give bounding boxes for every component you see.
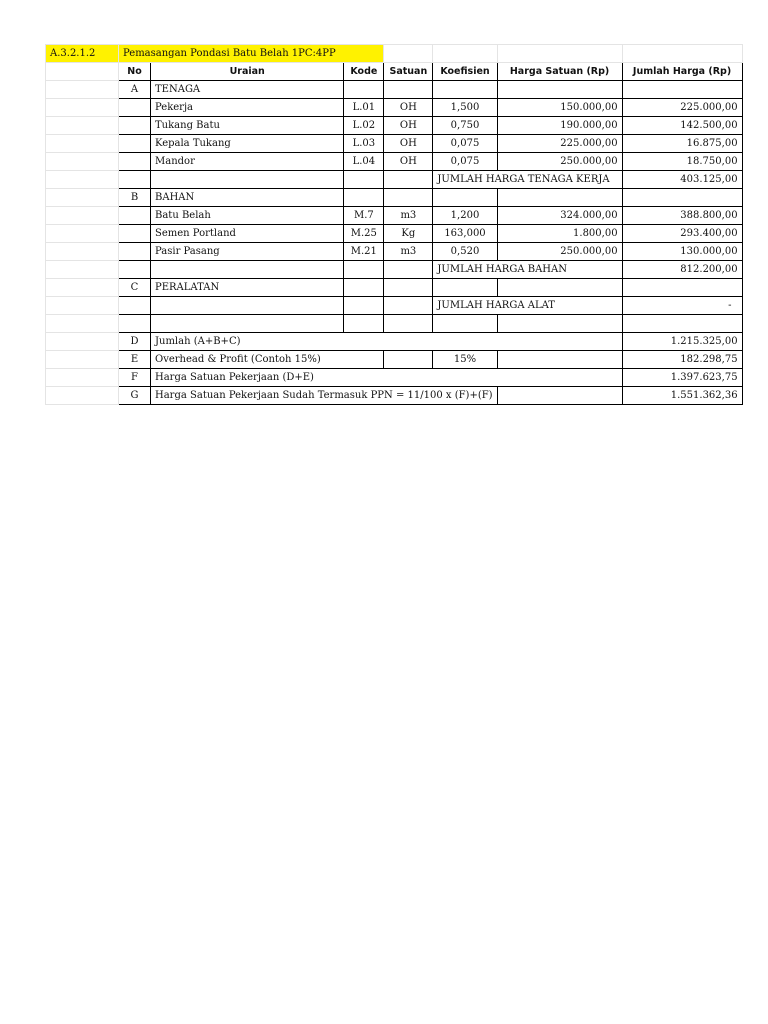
cell[interactable] (384, 333, 433, 351)
cell[interactable] (119, 243, 151, 261)
cell[interactable] (497, 351, 622, 369)
jumlah-cell[interactable]: 18.750,00 (622, 153, 742, 171)
cell[interactable] (384, 171, 433, 189)
cell[interactable] (433, 333, 497, 351)
section-no[interactable]: C (119, 279, 151, 297)
koefisien-cell[interactable]: 0,520 (433, 243, 497, 261)
summary-no[interactable]: D (119, 333, 151, 351)
satuan-cell[interactable]: OH (384, 117, 433, 135)
harga-cell[interactable]: 250.000,00 (497, 153, 622, 171)
summary-row (46, 369, 743, 387)
cell[interactable] (344, 279, 384, 297)
cell[interactable] (151, 297, 344, 315)
cell[interactable] (344, 261, 384, 279)
kode-cell[interactable]: L.02 (344, 117, 384, 135)
kode-cell[interactable]: M.7 (344, 207, 384, 225)
section-label[interactable]: TENAGA (151, 81, 344, 99)
subtotal-value[interactable]: - (622, 297, 742, 315)
uraian-cell[interactable]: Semen Portland (151, 225, 344, 243)
cell[interactable] (384, 261, 433, 279)
cell[interactable] (151, 315, 344, 333)
cell[interactable] (433, 189, 497, 207)
section-row (46, 81, 743, 99)
summary-label[interactable]: Harga Satuan Pekerjaan Sudah Termasuk PPN = 11/100 x (F)+(F) (151, 387, 498, 405)
cell[interactable] (46, 297, 119, 315)
uraian-cell[interactable]: Pasir Pasang (151, 243, 344, 261)
koefisien-cell[interactable]: 0,075 (433, 135, 497, 153)
cell[interactable] (46, 279, 119, 297)
cell[interactable] (384, 297, 433, 315)
section-label[interactable]: PERALATAN (151, 279, 344, 297)
price-analysis-sheet (45, 44, 743, 405)
cell[interactable] (46, 243, 119, 261)
empty-row (46, 315, 743, 333)
cell[interactable] (46, 225, 119, 243)
cell[interactable] (622, 315, 742, 333)
summary-row (46, 387, 743, 405)
cell[interactable] (46, 207, 119, 225)
header-no[interactable]: No (119, 63, 151, 81)
header-jumlah-harga[interactable]: Jumlah Harga (Rp) (622, 63, 742, 81)
koefisien-cell[interactable]: 163,000 (433, 225, 497, 243)
table-row (46, 99, 743, 117)
cell[interactable] (46, 315, 119, 333)
subtotal-label[interactable]: JUMLAH HARGA TENAGA KERJA (433, 171, 622, 189)
uraian-cell[interactable]: Kepala Tukang (151, 135, 344, 153)
cell[interactable] (433, 279, 497, 297)
cell[interactable] (433, 45, 497, 63)
summary-label[interactable]: Harga Satuan Pekerjaan (D+E) (151, 369, 623, 387)
cell[interactable] (622, 45, 742, 63)
title-row (46, 45, 743, 63)
cell[interactable] (119, 315, 151, 333)
koefisien-cell[interactable]: 1,500 (433, 99, 497, 117)
uraian-cell[interactable]: Tukang Batu (151, 117, 344, 135)
section-row (46, 189, 743, 207)
jumlah-cell[interactable]: 16.875,00 (622, 135, 742, 153)
summary-label[interactable]: Jumlah (A+B+C) (151, 333, 344, 351)
cell[interactable] (497, 315, 622, 333)
subtotal-row (46, 171, 743, 189)
cell[interactable] (46, 351, 119, 369)
koefisien-cell[interactable]: 0,750 (433, 117, 497, 135)
table-row (46, 153, 743, 171)
cell[interactable] (46, 81, 119, 99)
kode-cell[interactable]: L.01 (344, 99, 384, 117)
cell[interactable] (344, 297, 384, 315)
harga-cell[interactable]: 190.000,00 (497, 117, 622, 135)
harga-cell[interactable]: 225.000,00 (497, 135, 622, 153)
summary-no[interactable]: F (119, 369, 151, 387)
subtotal-value[interactable]: 403.125,00 (622, 171, 742, 189)
uraian-cell[interactable]: Batu Belah (151, 207, 344, 225)
cell[interactable] (119, 135, 151, 153)
harga-cell[interactable]: 150.000,00 (497, 99, 622, 117)
cell[interactable] (46, 171, 119, 189)
cell[interactable] (384, 189, 433, 207)
table-row (46, 135, 743, 153)
table-row (46, 207, 743, 225)
subtotal-value[interactable]: 812.200,00 (622, 261, 742, 279)
cell[interactable] (497, 279, 622, 297)
cell[interactable] (344, 171, 384, 189)
cell[interactable] (119, 225, 151, 243)
cell[interactable] (46, 261, 119, 279)
summary-value[interactable]: 1.215.325,00 (622, 333, 742, 351)
jumlah-cell[interactable]: 293.400,00 (622, 225, 742, 243)
cell[interactable] (119, 207, 151, 225)
subtotal-row (46, 261, 743, 279)
cell[interactable] (119, 99, 151, 117)
cell[interactable] (497, 81, 622, 99)
jumlah-cell[interactable]: 142.500,00 (622, 117, 742, 135)
harga-cell[interactable]: 324.000,00 (497, 207, 622, 225)
header-uraian[interactable]: Uraian (151, 63, 344, 81)
koefisien-cell[interactable]: 1,200 (433, 207, 497, 225)
cell[interactable] (497, 333, 622, 351)
cell[interactable] (46, 387, 119, 405)
kode-cell[interactable]: L.03 (344, 135, 384, 153)
summary-no[interactable]: E (119, 351, 151, 369)
section-no[interactable]: A (119, 81, 151, 99)
satuan-cell[interactable]: Kg (384, 225, 433, 243)
cell[interactable] (119, 117, 151, 135)
cell[interactable] (622, 279, 742, 297)
cell[interactable] (46, 135, 119, 153)
cell[interactable] (119, 153, 151, 171)
cell[interactable] (344, 351, 384, 369)
cell[interactable] (119, 297, 151, 315)
subtotal-label[interactable]: JUMLAH HARGA ALAT (433, 297, 622, 315)
header-koefisien[interactable]: Koefisien (433, 63, 497, 81)
summary-row (46, 333, 743, 351)
cell[interactable] (119, 261, 151, 279)
section-row (46, 279, 743, 297)
satuan-cell[interactable]: m3 (384, 207, 433, 225)
subtotal-row (46, 297, 743, 315)
cell[interactable] (497, 387, 622, 405)
header-satuan[interactable]: Satuan (384, 63, 433, 81)
cell[interactable] (433, 81, 497, 99)
cell[interactable] (344, 315, 384, 333)
header-kode[interactable]: Kode (344, 63, 384, 81)
satuan-cell[interactable]: OH (384, 99, 433, 117)
uraian-cell[interactable]: Mandor (151, 153, 344, 171)
kode-cell[interactable]: M.25 (344, 225, 384, 243)
cell[interactable] (46, 333, 119, 351)
cell[interactable] (384, 279, 433, 297)
header-harga-satuan[interactable]: Harga Satuan (Rp) (497, 63, 622, 81)
cell[interactable] (46, 369, 119, 387)
table-row (46, 243, 743, 261)
cell[interactable] (151, 261, 344, 279)
cell[interactable] (384, 315, 433, 333)
header-row (46, 63, 743, 81)
cell[interactable] (497, 189, 622, 207)
cell[interactable] (344, 189, 384, 207)
harga-cell[interactable]: 250.000,00 (497, 243, 622, 261)
cell[interactable] (433, 315, 497, 333)
table-row (46, 117, 743, 135)
section-label[interactable]: BAHAN (151, 189, 344, 207)
cell[interactable] (46, 117, 119, 135)
summary-no[interactable]: G (119, 387, 151, 405)
jumlah-cell[interactable]: 388.800,00 (622, 207, 742, 225)
table-row (46, 225, 743, 243)
cell[interactable] (46, 63, 119, 81)
cell[interactable] (46, 189, 119, 207)
item-code[interactable]: A.3.2.1.2 (46, 45, 119, 63)
subtotal-label[interactable]: JUMLAH HARGA BAHAN (433, 261, 622, 279)
item-title[interactable]: Pemasangan Pondasi Batu Belah 1PC:4PP (119, 45, 384, 63)
cell[interactable] (344, 333, 384, 351)
summary-koefisien[interactable]: 15% (433, 351, 497, 369)
cell[interactable] (497, 45, 622, 63)
harga-cell[interactable]: 1.800,00 (497, 225, 622, 243)
summary-value[interactable]: 182.298,75 (622, 351, 742, 369)
cell[interactable] (46, 153, 119, 171)
satuan-cell[interactable]: m3 (384, 243, 433, 261)
cell[interactable] (119, 171, 151, 189)
jumlah-cell[interactable]: 130.000,00 (622, 243, 742, 261)
cell[interactable] (622, 81, 742, 99)
satuan-cell[interactable]: OH (384, 153, 433, 171)
section-no[interactable]: B (119, 189, 151, 207)
satuan-cell[interactable]: OH (384, 135, 433, 153)
cell[interactable] (384, 45, 433, 63)
cell[interactable] (344, 81, 384, 99)
kode-cell[interactable]: M.21 (344, 243, 384, 261)
uraian-cell[interactable]: Pekerja (151, 99, 344, 117)
summary-value[interactable]: 1.397.623,75 (622, 369, 742, 387)
jumlah-cell[interactable]: 225.000,00 (622, 99, 742, 117)
price-analysis-table (45, 44, 743, 405)
cell[interactable] (384, 81, 433, 99)
cell[interactable] (384, 351, 433, 369)
summary-row (46, 351, 743, 369)
summary-value[interactable]: 1.551.362,36 (622, 387, 742, 405)
kode-cell[interactable]: L.04 (344, 153, 384, 171)
cell[interactable] (622, 189, 742, 207)
cell[interactable] (151, 171, 344, 189)
cell[interactable] (46, 99, 119, 117)
koefisien-cell[interactable]: 0,075 (433, 153, 497, 171)
summary-label[interactable]: Overhead & Profit (Contoh 15%) (151, 351, 344, 369)
